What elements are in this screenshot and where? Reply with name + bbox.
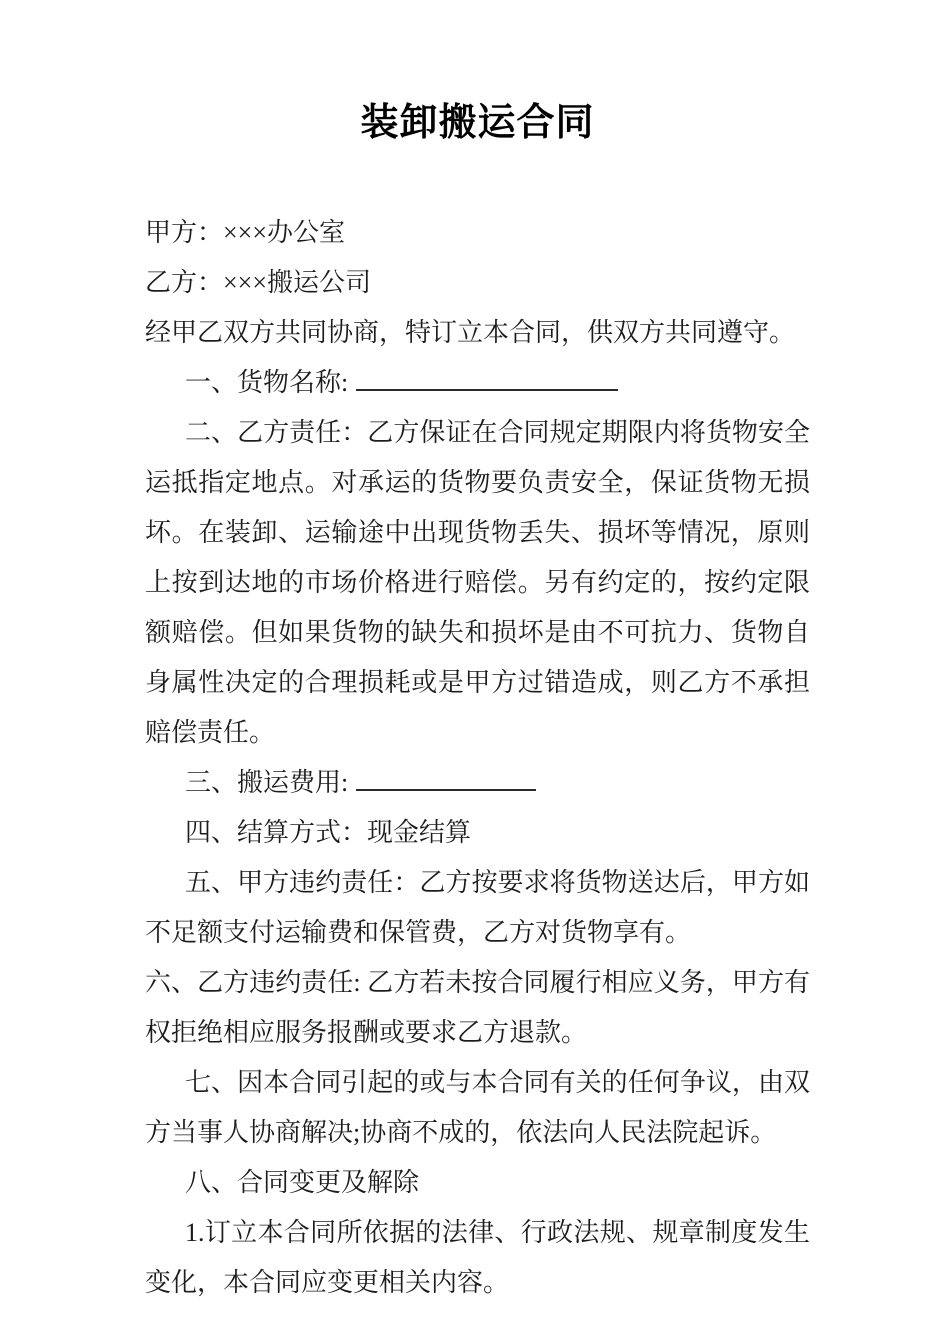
paragraph-text: 四、结算方式：现金结算 — [185, 818, 472, 847]
paragraph-clause-1 — [145, 358, 810, 408]
blank-underline-clause-1 — [356, 365, 618, 391]
paragraph-text: 乙方：×××搬运公司 — [145, 268, 371, 297]
paragraph-party-a — [145, 208, 810, 258]
paragraph-clause-8-1 — [145, 1208, 810, 1308]
paragraph-clause-8 — [145, 1158, 810, 1208]
blank-underline-clause-3 — [356, 765, 536, 791]
paragraph-clause-3 — [145, 758, 810, 808]
paragraph-text: 五、甲方违约责任：乙方按要求将货物送达后，甲方如不足额支付运输费和保管费，乙方对货物享有。 — [145, 868, 810, 947]
paragraph-text: 三、搬运费用: — [185, 768, 349, 797]
paragraph-clause-5 — [145, 858, 810, 958]
document — [145, 98, 810, 1308]
paragraph-text: 六、乙方违约责任: 乙方若未按合同履行相应义务，甲方有权拒绝相应服务报酬或要求乙方退款。 — [145, 968, 810, 1047]
paragraph-clause-7 — [145, 1058, 810, 1158]
paragraph-text: 甲方：×××办公室 — [145, 218, 345, 247]
paragraph-text: 经甲乙双方共同协商，特订立本合同，供双方共同遵守。 — [145, 318, 796, 347]
paragraph-clause-6 — [145, 958, 810, 1058]
paragraph-party-b — [145, 258, 810, 308]
paragraph-text: 1.订立本合同所依据的法律、行政法规、规章制度发生变化，本合同应变更相关内容。 — [145, 1218, 810, 1297]
paragraph-clause-2 — [145, 408, 810, 758]
paragraph-text: 七、因本合同引起的或与本合同有关的任何争议，由双方当事人协商解决;协商不成的，依法向人民法院起诉。 — [145, 1068, 810, 1147]
paragraph-clause-4 — [145, 808, 810, 858]
document-title: 装卸搬运合同 — [360, 102, 595, 144]
paragraph-preamble — [145, 308, 810, 358]
paragraph-text: 一、货物名称: — [185, 368, 349, 397]
document-body — [145, 208, 810, 1308]
paragraph-text: 二、乙方责任：乙方保证在合同规定期限内将货物安全运抵指定地点。对承运的货物要负责安全，保证货物无损坏。在装卸、运输途中出现货物丢失、损坏等情况，原则上按到达地的市场价格进行赔偿。另有约定的，按约定限额赔偿。但如果货物的缺失和损坏是由不可抗力、货物自身属性决定的合理损耗或是甲方过错造成，则乙方不承担赔偿责任。 — [145, 418, 810, 747]
paragraph-text: 八、合同变更及解除 — [185, 1168, 420, 1197]
